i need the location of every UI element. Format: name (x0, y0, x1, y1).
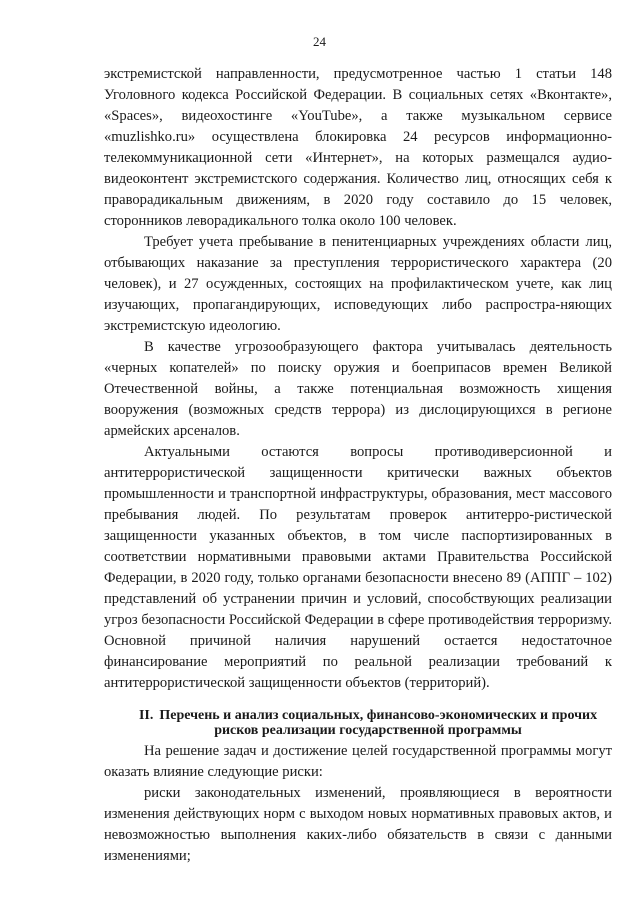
paragraph-6: риски законодательных изменений, проявляющиеся в вероятности изменения действующих норм с выходом новых нормативных правовых актов, и невозможностью выполнения каких-либо обязательств в связи с данными изменениями; (104, 785, 612, 864)
document-body (104, 64, 612, 867)
paragraph-3: В качестве угрозообразующего фактора учитывалась деятельность «черных копателей» по поиску оружия и боеприпасов времен Великой Отечественной войны, а также потенциальная возможность хищения вооружения (возможных средств террора) из дислоцирующихся в регионе армейских арсеналов. (104, 339, 612, 439)
paragraph-4: Актуальными остаются вопросы противодиверсионной и антитеррористической защищенности критически важных объектов промышленности и транспортной инфраструктуры, образования, мест массового пребывания людей. По результатам проверок антитерро-ристической защищенности указанных объектов, в том числе паспортизированных в соответствии нормативными правовыми актами Правительства Российской Федерации, в 2020 году, только органами безопасности внесено 89 (АППГ – 102) представлений об устранении причин и условий, способствующих реализации угроз безопасности Российской Федерации в сфере противодействия терроризму. Основной причиной наличия нарушений остается недостаточное финансирование мероприятий по реальной реализации требований к антитеррористической защищенности объектов (территорий). (104, 444, 612, 691)
section-heading (104, 708, 612, 738)
paragraph-1: экстремистской направленности, предусмотренное частью 1 статьи 148 Уголовного кодекса Российской Федерации. В социальных сетях «Вконтакте», «Spaces», видеохостинге «YouTube», а также музыкальном сервисе «muzlishko.ru» осуществлена блокировка 24 ресурсов информационно-телекоммуникационной сети «Интернет», на которых размещался аудио-видеоконтент экстремистского содержания. Количество лиц, относящих себя к праворадикальным движениям, в 2020 году составило до 15 человек, сторонников леворадикального толка около 100 человек. (104, 66, 612, 229)
section-title: Перечень и анализ социальных, финансово-экономических и прочих рисков реализации государственной программы (159, 708, 598, 738)
section-number: II. (138, 708, 154, 723)
page-number: 24 (313, 34, 326, 49)
paragraph-5: На решение задач и достижение целей государственной программы могут оказать влияние следующие риски: (104, 743, 612, 780)
paragraph-2: Требует учета пребывание в пенитенциарных учреждениях области лиц, отбывающих наказание за преступления террористического характера (20 человек), и 27 осужденных, состоящих на профилактическом учете, как лиц изучающих, пропагандирующих, исповедующих либо распростра-няющих экстремистскую идеологию. (104, 234, 612, 334)
